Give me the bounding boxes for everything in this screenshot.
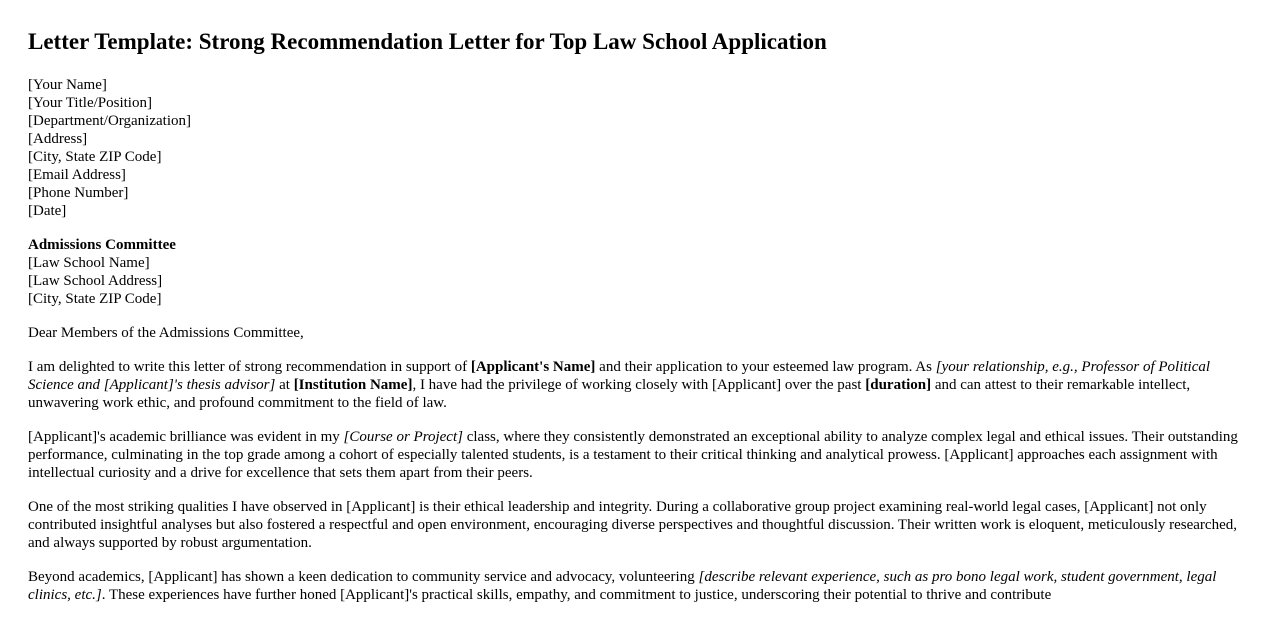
paragraph-community-service: Beyond academics, [Applicant] has shown a keen dedication to community service and advocacy, volunteering [describe relevant experience, such as pro bono legal work, student government, legal clinics, etc.]. These experiences have further honed [Applicant]'s practical skills, empathy, and commitment to justice, underscoring their potential to thrive and contribute [28,569,1217,603]
recipient-school-address: [Law School Address] [28,273,163,289]
recipient-city-state-zip: [City, State ZIP Code] [28,291,162,307]
recipient-school-name: [Law School Name] [28,255,150,271]
sender-address: [Address] [28,131,88,147]
page-title: Letter Template: Strong Recommendation Letter for Top Law School Application [28,29,827,54]
sender-address-block [28,76,1242,220]
letter-document [28,28,1242,620]
sender-title: [Your Title/Position] [28,95,152,111]
sender-email: [Email Address] [28,167,126,183]
salutation: Dear Members of the Admissions Committee, [28,325,304,341]
sender-department: [Department/Organization] [28,113,191,129]
recipient-heading: Admissions Committee [28,237,176,253]
paragraph-leadership: One of the most striking qualities I have observed in [Applicant] is their ethical leadership and integrity. During a collaborative group project examining real-world legal cases, [Applicant] not only contributed insightful analyses but also fostered a respectful and open environment, encouraging diverse perspectives and thoughtful discussion. Their written work is eloquent, meticulously researched, and always supported by robust argumentation. [28,499,1237,551]
recipient-address-block [28,236,1242,308]
sender-city-state-zip: [City, State ZIP Code] [28,149,162,165]
paragraph-introduction: I am delighted to write this letter of strong recommendation in support of [Applicant's Name] and their application to your esteemed law program. As [your relationship, e.g., Professor of Political Science and [Applicant]'s thesis advisor] at [Institution Name], I have had the privilege of working closely with [Applicant] over the past [duration] and can attest to their remarkable intellect, unwavering work ethic, and profound commitment to the field of law. [28,359,1211,411]
letter-date: [Date] [28,203,67,219]
sender-name: [Your Name] [28,77,107,93]
paragraph-academics: [Applicant]'s academic brilliance was evident in my [Course or Project] class, where they consistently demonstrated an exceptional ability to analyze complex legal and ethical issues. Their outstanding performance, culminating in the top grade among a cohort of especially talented students, is a testament to their critical thinking and analytical prowess. [Applicant] approaches each assignment with intellectual curiosity and a drive for excellence that sets them apart from their peers. [28,429,1238,481]
sender-phone: [Phone Number] [28,185,129,201]
